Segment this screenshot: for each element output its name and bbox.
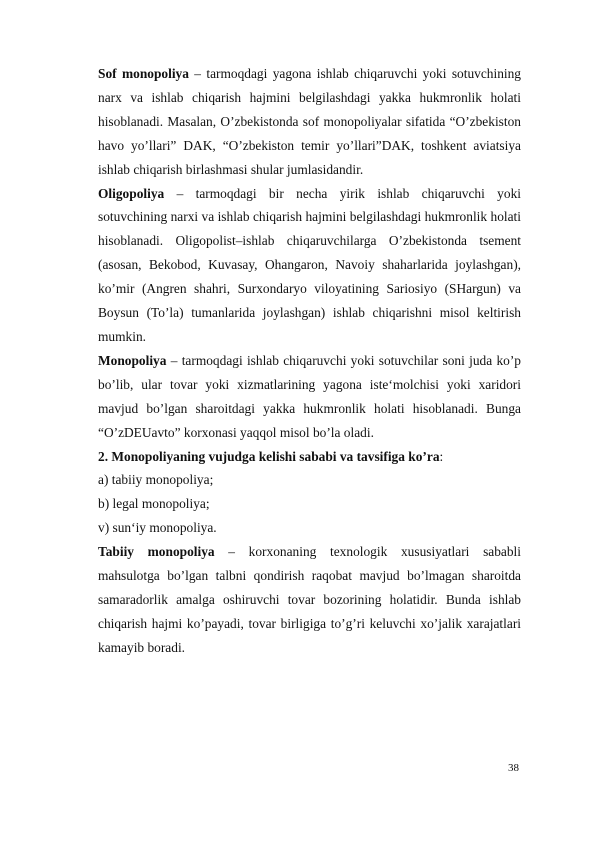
definition-tabiiy-monopoliya: – korxonaning texnologik xususiyatlari sababli mahsulotga bo’lgan talbni qondirish raqobat mavjud bo’lmagan sharoitda samaradorlik amalga oshiruvchi tovar bozorining holatidir. Bunda ishlab chiqarish hajmi ko’payadi, tovar birligiga to’g’ri keluvchi xo’jalik xarajatlari kamayib boradi. [98,544,521,655]
paragraph-tabiiy-monopoliya [98,540,521,660]
paragraph-oligopoliya [98,182,521,349]
definition-sof-monopoliya: – tarmoqdagi yagona ishlab chiqaruvchi yoki sotuvchining narx va ishlab chiqarish hajmini belgilashdagi yakka hukmronlik holati hisoblanadi. Masalan, O’zbekistonda sof monopoliyalar sifatida “O’zbekiston havo yo’llari” DAK, “O’zbekiston temir yo’llari”DAK, toshkent aviatsiya ishlab chiqarish birlashmasi shular jumlasidandir. [98,66,521,177]
list-item: a) tabiiy monopoliya; [98,472,214,488]
section-heading-text: 2. Monopoliyaning vujudga kelishi sababi va tavsifiga ko’ra [98,448,440,464]
definition-monopoliya: – tarmoqdagi ishlab chiqaruvchi yoki sotuvchilar soni juda ko’p bo’lib, ular tovar yoki xizmatlarining yagona iste‘molchisi yoki xaridori mavjud bo’lgan sharoitdagi yakka hukmronlik holati hisoblanadi. Bunga “O’zDEUavto” korxonasi yaqqol misol bo’la oladi. [98,352,521,440]
paragraph-sof-monopoliya [98,62,521,182]
definition-oligopoliya: – tarmoqdagi bir necha yirik ishlab chiqaruvchi yoki sotuvchining narxi va ishlab chiqarish hajmini belgilashdagi hukmronlik holati hisoblanadi. Oligopolist–ishlab chiqaruvchilarga O’zbekistonda tsement (asosan, Bekobod, Kuvasay, Ohangaron, Navoiy shaharlarida joylashgan), ko’mir (Angren shahri, Surxondaryo viloyatining Sariosiyo (SHargun) va Boysun (To’la) tumanlarida joylashgan) ishlab chiqarishni misol keltirish mumkin. [98,185,521,344]
paragraph-monopoliya [98,349,521,445]
term-sof-monopoliya: Sof monopoliya [98,66,189,81]
document-body [98,62,521,660]
list-item: v) sun‘iy monopoliya. [98,520,217,536]
term-monopoliya: Monopoliya [98,352,167,368]
term-tabiiy-monopoliya: Tabiiy monopoliya [98,544,215,560]
section-heading-colon: : [439,448,444,464]
page-number: 38 [508,762,519,774]
list-item: b) legal monopoliya; [98,496,210,512]
term-oligopoliya: Oligopoliya [98,185,165,201]
section-heading [98,445,521,469]
